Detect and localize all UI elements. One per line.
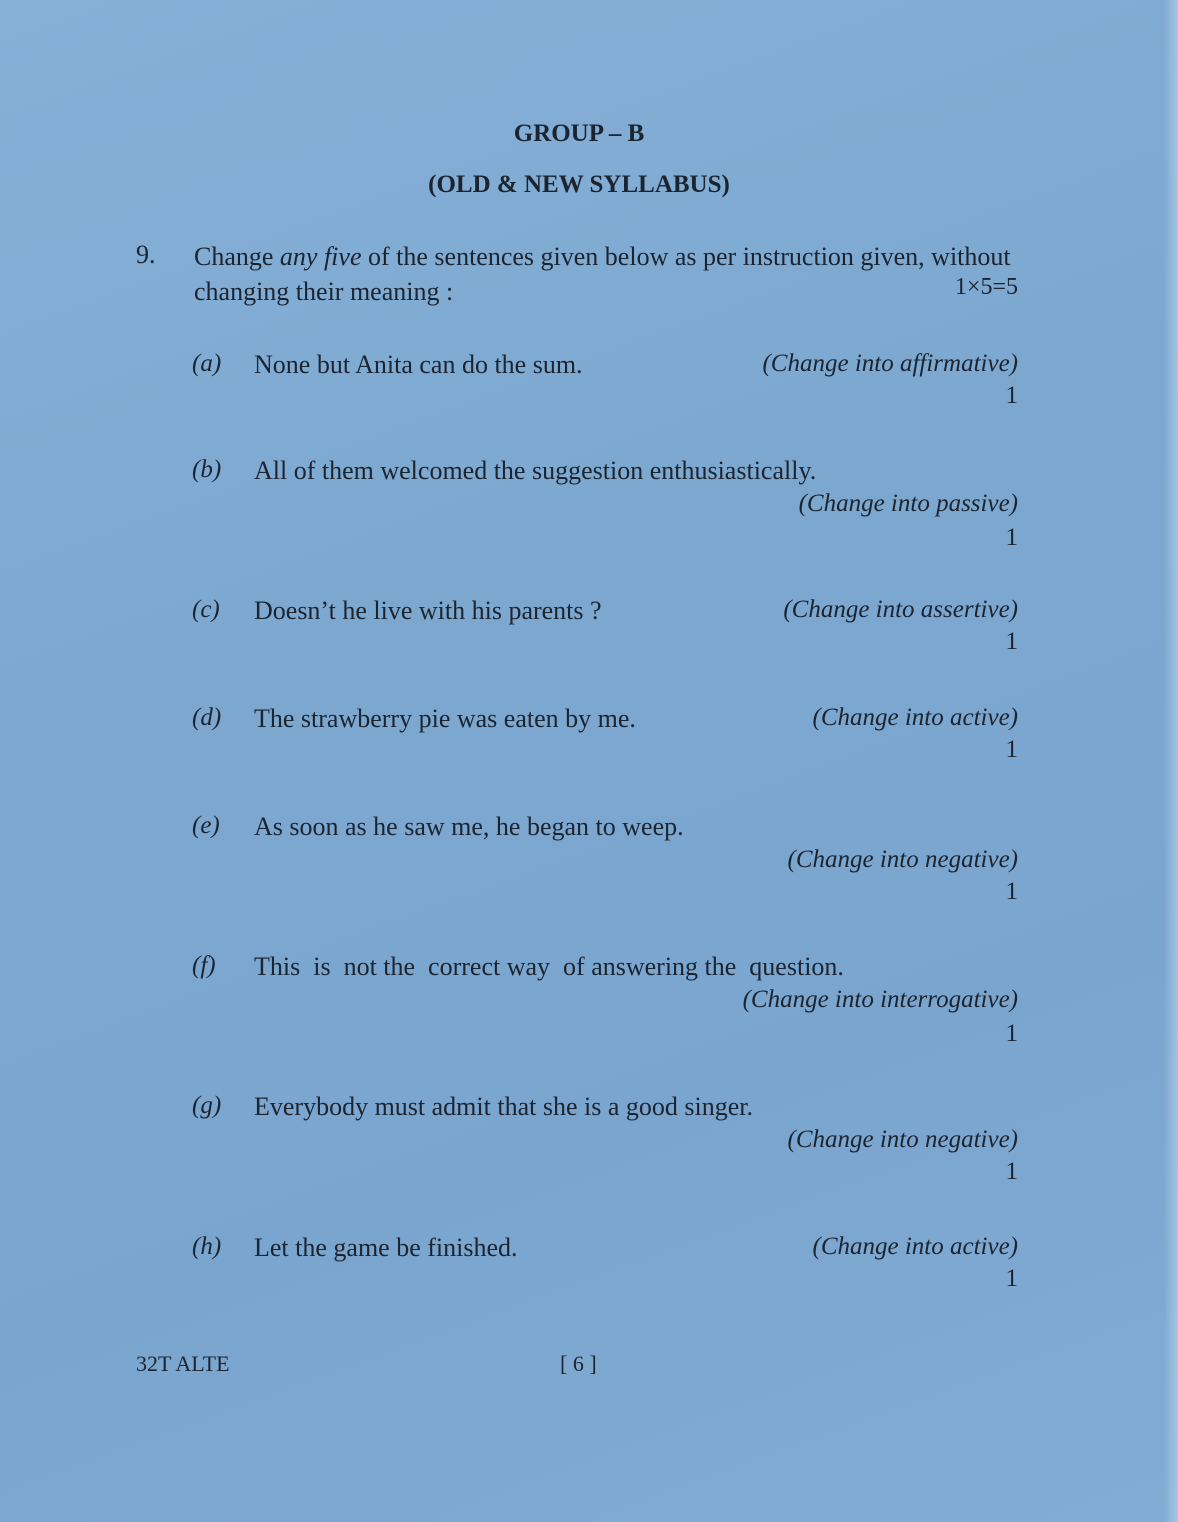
item-instruction: (Change into passive) [798,490,1018,517]
item-sentence: Doesn’t he live with his parents ? [254,596,602,625]
item-label: (h) [192,1233,222,1260]
item-sentence: None but Anita can do the sum. [254,350,583,379]
item-label: (d) [192,704,222,731]
item-instruction: (Change into assertive) [783,596,1018,623]
item-instruction: (Change into negative) [787,846,1018,873]
question-text-emphasis: any five [279,242,362,271]
paper-code: 32T ALTE [136,1351,230,1376]
item-mark: 1 [1005,736,1018,763]
item-instruction: (Change into active) [812,1233,1018,1260]
item-sentence: As soon as he saw me, he began to weep. [254,812,684,841]
paper-edge [1164,0,1178,1522]
item-label: (b) [192,456,222,483]
item-sentence: Let the game be finished. [254,1233,518,1262]
item-mark: 1 [1005,382,1018,409]
item-mark: 1 [1005,878,1018,905]
question-text-rest: of the sentences given below as per instruction given, without changing their meaning : [194,242,1011,306]
item-label: (c) [192,596,220,623]
item-sentence: This is not the correct way of answering the question. [254,952,844,981]
item-label: (e) [192,812,220,839]
item-label: (a) [192,350,222,377]
question-number: 9. [136,240,156,269]
group-title: GROUP – B [513,120,645,147]
item-sentence: The strawberry pie was eaten by me. [254,704,636,733]
item-label: (g) [192,1092,222,1119]
page-number: [ 6 ] [560,1351,597,1376]
item-mark: 1 [1005,628,1018,655]
item-sentence: All of them welcomed the suggestion enthusiastically. [254,456,817,485]
question-text-start: Change [194,242,280,271]
question-text [194,239,1024,309]
question-marks: 1×5=5 [954,274,1018,300]
item-mark: 1 [1005,1158,1018,1185]
item-sentence: Everybody must admit that she is a good singer. [254,1092,753,1121]
item-mark: 1 [1005,1020,1018,1047]
item-instruction: (Change into negative) [787,1126,1018,1153]
item-instruction: (Change into active) [812,704,1018,731]
item-mark: 1 [1005,1265,1018,1292]
item-instruction: (Change into affirmative) [762,350,1018,377]
item-mark: 1 [1005,524,1018,551]
item-instruction: (Change into interrogative) [742,986,1018,1013]
item-label: (f) [192,952,216,979]
syllabus-title: (OLD & NEW SYLLABUS) [428,171,730,198]
